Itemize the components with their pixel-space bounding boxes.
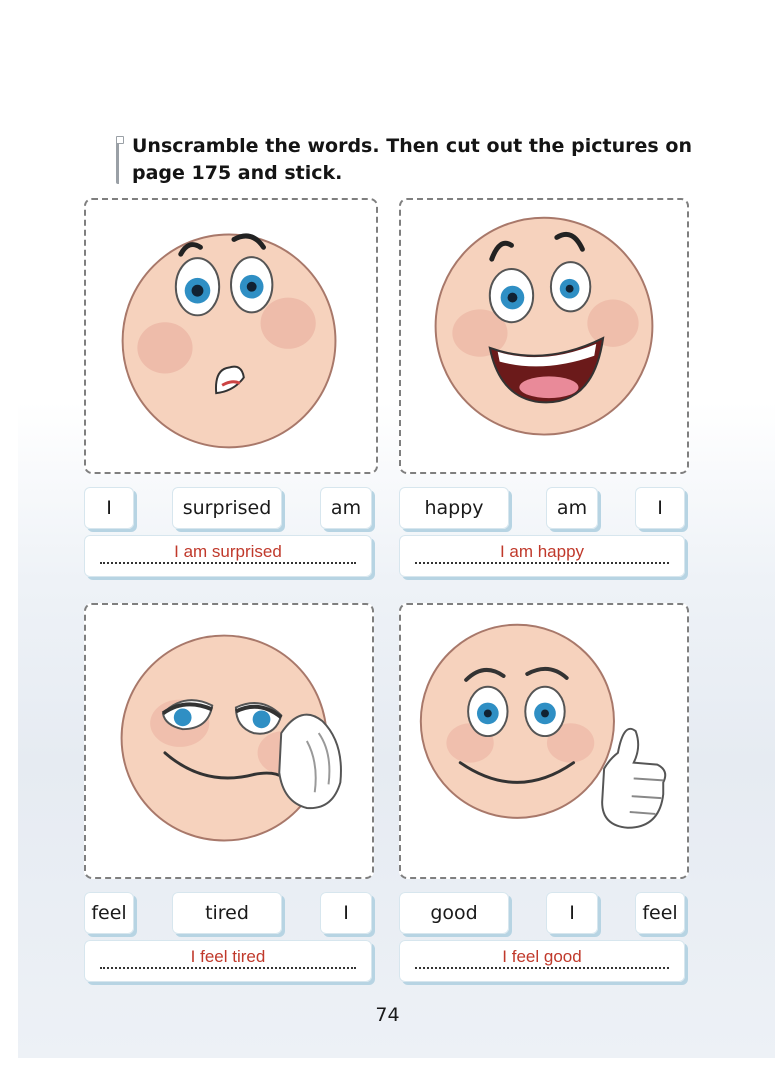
instruction-bullet-icon (116, 140, 122, 184)
picture-frame-2[interactable] (399, 198, 689, 474)
answer-text: I feel good (502, 947, 582, 966)
happy-face-icon (401, 200, 687, 472)
word-tile[interactable]: am (320, 487, 372, 529)
answer-text: I am happy (499, 542, 585, 561)
answer-text: I am surprised (174, 542, 282, 561)
word-tile[interactable]: I (635, 487, 685, 529)
word-tile[interactable]: I (546, 892, 598, 934)
surprised-face-icon (86, 200, 376, 472)
answer-text: I feel tired (190, 947, 266, 966)
dotted-line (415, 967, 669, 969)
answer-line-3[interactable] (84, 940, 372, 982)
word-tile[interactable]: tired (172, 892, 282, 934)
page-number: 74 (375, 1004, 400, 1026)
dotted-line (100, 562, 356, 564)
tired-face-icon (86, 605, 372, 877)
picture-frame-1[interactable] (84, 198, 378, 474)
word-tile[interactable]: happy (399, 487, 509, 529)
picture-frame-4[interactable] (399, 603, 689, 879)
dotted-line (100, 967, 356, 969)
dotted-line (415, 562, 669, 564)
answer-line-2[interactable] (399, 535, 685, 577)
word-tile[interactable]: feel (635, 892, 685, 934)
word-tile[interactable]: good (399, 892, 509, 934)
word-tile[interactable]: surprised (172, 487, 282, 529)
word-tile[interactable]: I (84, 487, 134, 529)
good-face-thumbs-up-icon (401, 605, 687, 877)
instruction-text: Unscramble the words. Then cut out the pictures on page 175 and stick. (132, 135, 692, 184)
answer-line-4[interactable] (399, 940, 685, 982)
picture-frame-3[interactable] (84, 603, 374, 879)
word-tile[interactable]: I (320, 892, 372, 934)
word-tile[interactable]: feel (84, 892, 134, 934)
answer-line-1[interactable] (84, 535, 372, 577)
word-tile[interactable]: am (546, 487, 598, 529)
